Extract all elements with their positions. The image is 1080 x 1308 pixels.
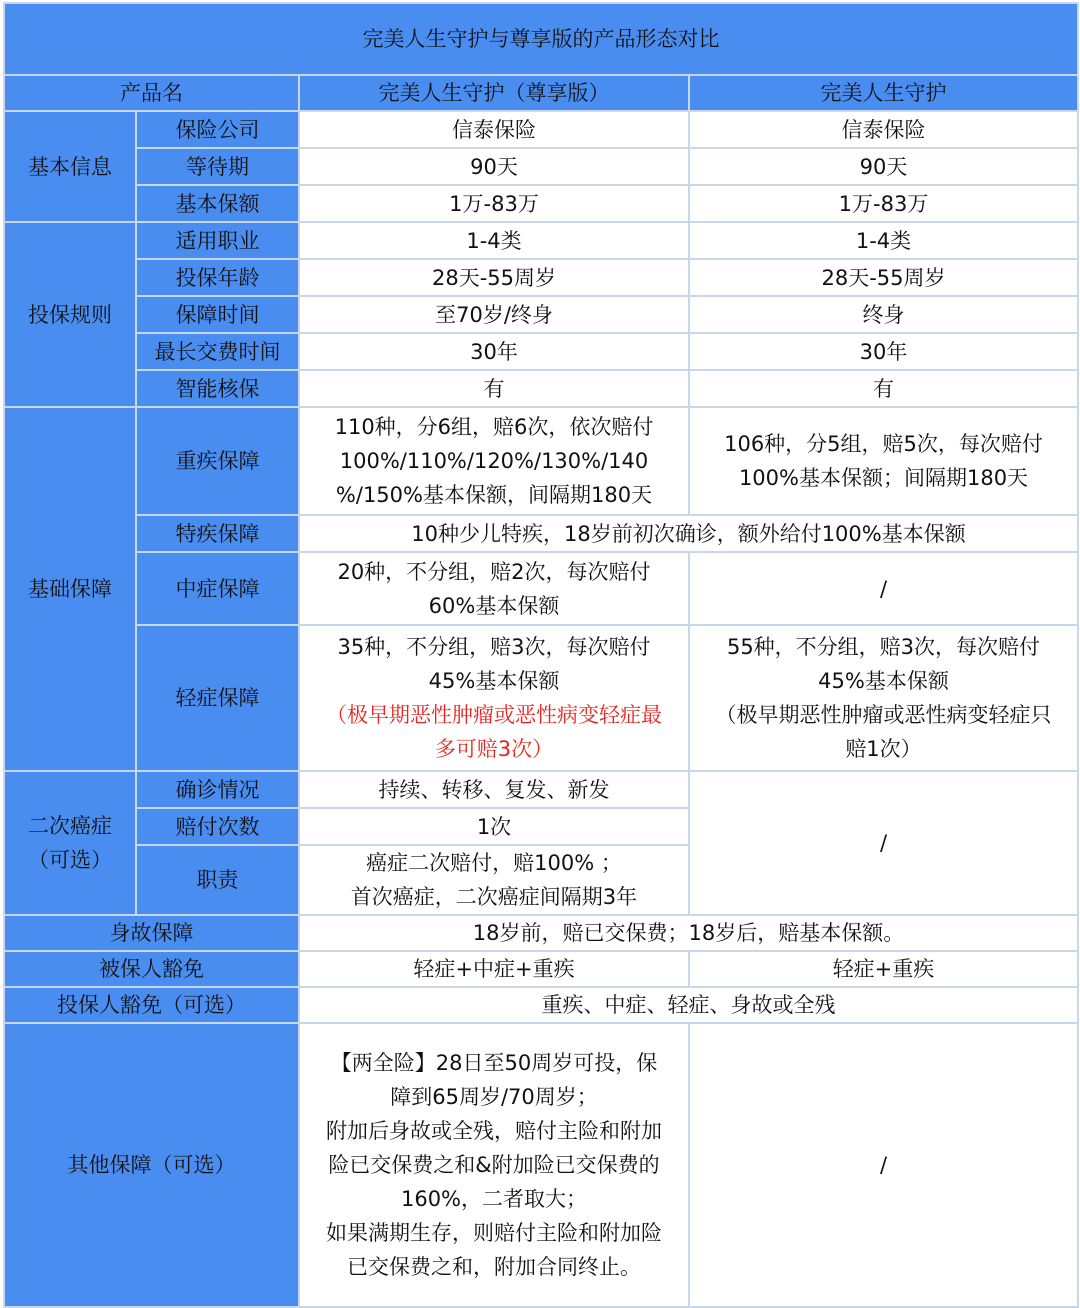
table-row (4, 296, 1078, 333)
row-label: 轻症保障 (136, 625, 299, 771)
row-label: 被保人豁免 (4, 951, 299, 987)
premium-cell: 28天-55周岁 (299, 259, 689, 296)
standard-cell: / (689, 771, 1078, 915)
title-row (4, 3, 1078, 75)
shared-cell: 重疾、中症、轻症、身故或全残 (299, 987, 1078, 1023)
group-second-cancer: 二次癌症 （可选） (4, 771, 136, 915)
premium-cell: 35种，不分组，赔3次，每次赔付 45%基本保额 （极早期恶性肿瘤或恶性病变轻症最 多可赔3次） (299, 625, 689, 771)
premium-column-header: 完美人生守护（尊享版） (299, 75, 689, 111)
group-basic-info: 基本信息 (4, 111, 136, 222)
row-label: 身故保障 (4, 915, 299, 951)
table-row (4, 222, 1078, 259)
table-row (4, 185, 1078, 222)
standard-cell: 终身 (689, 296, 1078, 333)
row-label: 等待期 (136, 148, 299, 185)
row-label: 保障时间 (136, 296, 299, 333)
row-label: 投保年龄 (136, 259, 299, 296)
table-row (4, 625, 1078, 771)
table-row (4, 333, 1078, 370)
table-title: 完美人生守护与尊享版的产品形态对比 (4, 3, 1078, 75)
row-label: 投保人豁免（可选） (4, 987, 299, 1023)
table-row (4, 915, 1078, 951)
header-row (4, 75, 1078, 111)
standard-cell: 55种，不分组，赔3次，每次赔付 45%基本保额 （极早期恶性肿瘤或恶性病变轻症只 赔1次） (689, 625, 1078, 771)
row-label: 最长交费时间 (136, 333, 299, 370)
premium-cell: 1-4类 (299, 222, 689, 259)
premium-cell: 有 (299, 370, 689, 407)
row-label: 适用职业 (136, 222, 299, 259)
premium-cell: 90天 (299, 148, 689, 185)
standard-cell: / (689, 1023, 1078, 1307)
premium-cell: 持续、转移、复发、新发 (299, 771, 689, 808)
standard-cell: 1-4类 (689, 222, 1078, 259)
group-rules: 投保规则 (4, 222, 136, 407)
premium-cell: 1次 (299, 808, 689, 845)
premium-cell: 轻症+中症+重疾 (299, 951, 689, 987)
table-row (4, 259, 1078, 296)
premium-cell: 【两全险】28日至50周岁可投，保 障到65周岁/70周岁； 附加后身故或全残，赔付主险和附加 险已交保费之和&附加险已交保费的 160%，二者取大； 如果满期生存，则赔付主险和附加险 已交保费之和，附加合同终止。 (299, 1023, 689, 1307)
shared-cell: 10种少儿特疾，18岁前初次确诊，额外给付100%基本保额 (299, 515, 1078, 552)
product-name-header: 产品名 (4, 75, 299, 111)
standard-cell: 30年 (689, 333, 1078, 370)
premium-cell: 1万-83万 (299, 185, 689, 222)
table-row (4, 515, 1078, 552)
premium-cell: 110种，分6组，赔6次，依次赔付 100%/110%/120%/130%/140 %/150%基本保额，间隔期180天 (299, 407, 689, 515)
row-label: 中症保障 (136, 552, 299, 625)
table-row (4, 111, 1078, 148)
row-label: 基本保额 (136, 185, 299, 222)
table-row (4, 148, 1078, 185)
row-label: 特疾保障 (136, 515, 299, 552)
row-label: 智能核保 (136, 370, 299, 407)
standard-cell: / (689, 552, 1078, 625)
standard-cell: 90天 (689, 148, 1078, 185)
table-row (4, 370, 1078, 407)
premium-cell: 癌症二次赔付，赔100% ； 首次癌症，二次癌症间隔期3年 (299, 845, 689, 915)
table-row (4, 951, 1078, 987)
row-label: 赔付次数 (136, 808, 299, 845)
group-coverage: 基础保障 (4, 407, 136, 771)
premium-cell: 30年 (299, 333, 689, 370)
row-label: 其他保障（可选） (4, 1023, 299, 1307)
row-label: 职责 (136, 845, 299, 915)
row-label: 确诊情况 (136, 771, 299, 808)
row-label: 重疾保障 (136, 407, 299, 515)
standard-column-header: 完美人生守护 (689, 75, 1078, 111)
comparison-table (3, 2, 1079, 1308)
standard-cell: 有 (689, 370, 1078, 407)
standard-cell: 轻症+重疾 (689, 951, 1078, 987)
row-label: 保险公司 (136, 111, 299, 148)
standard-cell: 28天-55周岁 (689, 259, 1078, 296)
table-row (4, 407, 1078, 515)
table-row (4, 987, 1078, 1023)
table-row (4, 771, 1078, 808)
standard-cell: 106种，分5组，赔5次，每次赔付 100%基本保额；间隔期180天 (689, 407, 1078, 515)
table-row (4, 552, 1078, 625)
premium-cell: 信泰保险 (299, 111, 689, 148)
shared-cell: 18岁前，赔已交保费；18岁后，赔基本保额。 (299, 915, 1078, 951)
standard-cell: 信泰保险 (689, 111, 1078, 148)
premium-cell: 至70岁/终身 (299, 296, 689, 333)
table-row (4, 1023, 1078, 1307)
premium-cell: 20种，不分组，赔2次，每次赔付 60%基本保额 (299, 552, 689, 625)
standard-cell: 1万-83万 (689, 185, 1078, 222)
